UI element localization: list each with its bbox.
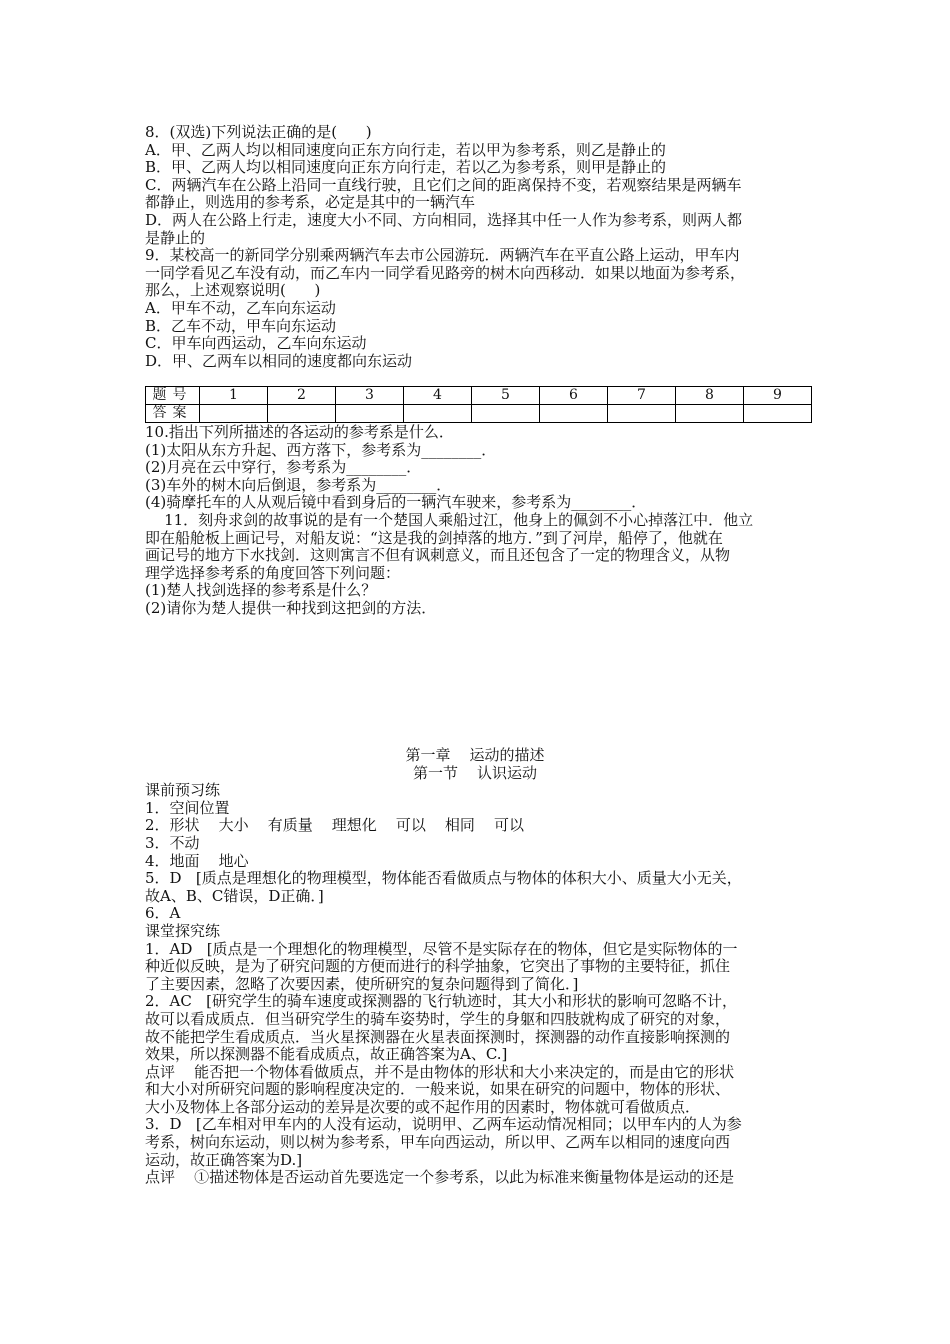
table-cell: 6 xyxy=(540,387,608,405)
text-line: B．甲、乙两人均以相同速度向正东方向行走，若以乙为参考系，则甲是静止的 xyxy=(145,158,667,177)
text-line: 理学选择参考系的角度回答下列问题： xyxy=(145,563,401,582)
table-cell: 9 xyxy=(744,387,812,405)
text-line: 3．D [乙车相对甲车内的人没有运动，说明甲、乙两车运动情况相同；以甲车内的人为参 xyxy=(145,1115,742,1134)
answer-cell xyxy=(404,405,472,423)
text-line: 5．D [质点是理想化的物理模型，物体能否看做质点与物体的体积大小、质量大小无关， xyxy=(145,869,742,888)
table-row xyxy=(146,387,812,405)
answer-cell xyxy=(268,405,336,423)
answers-section xyxy=(145,747,805,1187)
text-line: 和大小对所研究问题的影响程度决定的．一般来说，如果在研究的问题中，物体的形状、 xyxy=(145,1080,731,1099)
chapter-title: 第一章 运动的描述 xyxy=(405,746,545,764)
text-line: 故不能把学生看成质点．当火星探测器在火星表面探测时，探测器的动作直接影响探测的 xyxy=(145,1027,731,1046)
section-title: 第一节 认识运动 xyxy=(412,763,538,782)
answer-cell xyxy=(608,405,676,423)
text-line: (2)请你为楚人提供一种找到这把剑的方法． xyxy=(145,598,437,617)
answer-cell xyxy=(744,405,812,423)
text-line: 2．形状 大小 有质量 理想化 可以 相同 可以 xyxy=(145,816,524,835)
text-line: 4．地面 地心 xyxy=(145,851,249,870)
subsection-heading: 课前预习练 xyxy=(145,781,221,800)
table-cell: 3 xyxy=(336,387,404,405)
answer-table xyxy=(145,386,812,423)
text-line: 11．刻舟求剑的故事说的是有一个楚国人乘船过江，他身上的佩剑不小心掉落江中．他立 xyxy=(145,510,754,529)
answer-cell xyxy=(676,405,744,423)
text-line: 那么，上述观察说明( ) xyxy=(145,281,321,300)
subsection-heading: 课堂探究练 xyxy=(145,921,221,940)
text-line: C．两辆汽车在公路上沿同一直线行驶，且它们之间的距离保持不变，若观察结果是两辆车 xyxy=(145,175,742,194)
text-line: 都静止，则选用的参考系，必定是其中的一辆汽车 xyxy=(145,193,476,212)
text-line: 了主要因素，忽略了次要因素，使所研究的复杂问题得到了简化．] xyxy=(145,974,579,993)
text-line: 1．AD [质点是一个理想化的物理模型，尽管不是实际存在的物体，但它是实际物体的一 xyxy=(145,939,738,958)
text-line: 效果，所以探测器不能看成质点，故正确答案为A、C.] xyxy=(145,1045,508,1064)
text-line: 大小及物体上各部分运动的差异是次要的或不起作用的因素时，物体就可看做质点． xyxy=(145,1097,701,1116)
text-line: B．乙车不动，甲车向东运动 xyxy=(145,316,337,335)
table-header-cell: 题号 xyxy=(146,387,200,405)
answer-cell xyxy=(336,405,404,423)
answer-cell xyxy=(472,405,540,423)
text-line: 画记号的地方下水找剑．这则寓言不但有讽刺意义，而且还包含了一定的物理含义，从物 xyxy=(145,546,731,565)
table-row xyxy=(146,405,812,423)
text-line: 10.指出下列所描述的各运动的参考系是什么． xyxy=(145,423,454,441)
text-line: (4)骑摩托车的人从观后镜中看到身后的一辆汽车驶来，参考系为________． xyxy=(145,493,647,512)
text-line: 6．A xyxy=(145,904,181,923)
questions-8-9 xyxy=(145,124,805,370)
text-line: (1)太阳从东方升起、西方落下，参考系为________． xyxy=(145,440,497,459)
questions-10-11 xyxy=(145,424,805,618)
text-line: 是静止的 xyxy=(145,228,206,247)
text-line: 3．不动 xyxy=(145,833,200,852)
answer-cell xyxy=(200,405,268,423)
text-line: D．甲、乙两车以相同的速度都向东运动 xyxy=(145,351,413,370)
table-cell: 4 xyxy=(404,387,472,405)
text-line: C．甲车向西运动，乙车向东运动 xyxy=(145,334,367,353)
text-line: 一同学看见乙车没有动，而乙车内一同学看见路旁的树木向西移动．如果以地面为参考系， xyxy=(145,263,746,282)
text-line: (1)楚人找剑选择的参考系是什么？ xyxy=(145,581,377,600)
text-line: 故A、B、C错误，D正确．] xyxy=(145,886,324,905)
table-cell: 5 xyxy=(472,387,540,405)
table-cell: 7 xyxy=(608,387,676,405)
table-cell: 1 xyxy=(200,387,268,405)
text-line: 1．空间位置 xyxy=(145,798,230,817)
text-line: 2．AC [研究学生的骑车速度或探测器的飞行轨迹时，其大小和形状的影响可忽略不计， xyxy=(145,992,738,1011)
table-cell: 8 xyxy=(676,387,744,405)
text-line: 9．某校高一的新同学分别乘两辆汽车去市公园游玩．两辆汽车在平直公路上运动，甲车内 xyxy=(145,246,740,265)
text-line: 8．(双选)下列说法正确的是( ) xyxy=(145,123,372,141)
text-line: D．两人在公路上行走，速度大小不同、方向相同，选择其中任一人作为参考系，则两人都 xyxy=(145,210,743,229)
table-header-cell: 答案 xyxy=(146,405,200,423)
text-line: 即在船舱板上画记号，对船友说：“这是我的剑掉落的地方．”到了河岸，船停了，他就在 xyxy=(145,528,723,547)
text-line: 点评 ①描述物体是否运动首先要选定一个参考系，以此为标准来衡量物体是运动的还是 xyxy=(145,1168,735,1187)
text-line: 考系，树向东运动，则以树为参考系，甲车向西运动，所以甲、乙两车以相同的速度向西 xyxy=(145,1133,731,1152)
text-line: A．甲、乙两人均以相同速度向正东方向行走，若以甲为参考系，则乙是静止的 xyxy=(145,140,666,159)
table-cell: 2 xyxy=(268,387,336,405)
answer-cell xyxy=(540,405,608,423)
text-line: 点评 能否把一个物体看做质点，并不是由物体的形状和大小来决定的，而是由它的形状 xyxy=(145,1062,735,1081)
text-line: 种近似反映，是为了研究问题的方便而进行的科学抽象，它突出了事物的主要特征，抓住 xyxy=(145,957,731,976)
text-line: 故可以看成质点．但当研究学生的骑车姿势时，学生的身躯和四肢就构成了研究的对象， xyxy=(145,1009,731,1028)
text-line: (2)月亮在云中穿行，参考系为________． xyxy=(145,458,422,477)
text-line: A．甲车不动，乙车向东运动 xyxy=(145,298,336,317)
text-line: 运动，故正确答案为D.] xyxy=(145,1150,303,1169)
text-line: (3)车外的树木向后倒退，参考系为________． xyxy=(145,475,452,494)
